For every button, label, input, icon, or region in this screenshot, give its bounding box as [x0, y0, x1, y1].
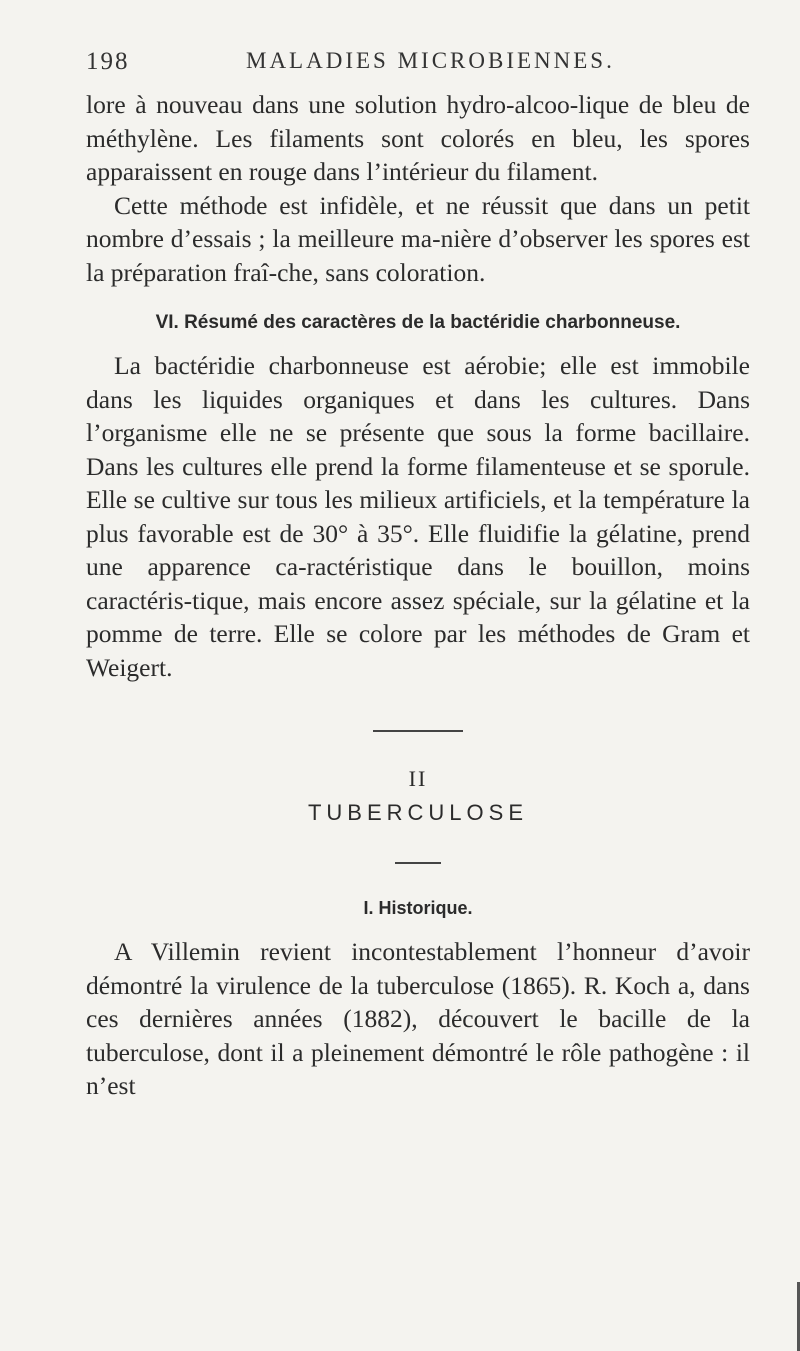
- running-head-title: MALADIES MICROBIENNES.: [246, 48, 615, 73]
- page-number: 198: [86, 48, 130, 75]
- chapter-divider-rule: [373, 730, 463, 732]
- chapter-title: TUBERCULOSE: [307, 800, 529, 825]
- section-heading-vi: VI. Résumé des caractères de la bactéridie charbonneuse.: [155, 312, 681, 333]
- paragraph-historique: A Villemin revient incontestablement l’honneur d’avoir démontré la virulence de la tuberculose (1865). R. Koch a, dans ces dernières années (1882), découvert le bacille de la tuberculose, dont il a pleinement démontré le rôle pathogène : il n’est: [86, 937, 750, 1100]
- chapter-number: II: [408, 766, 428, 791]
- book-page: [86, 48, 750, 1103]
- chapter-title-rule: [395, 862, 441, 864]
- paragraph-method-note: Cette méthode est infidèle, et ne réussit que dans un petit nombre d’essais ; la meilleure ma-nière d’observer les spores est la préparation fraî-che, sans coloration.: [86, 190, 750, 287]
- paragraph-continuation: lore à nouveau dans une solution hydro-alcoo-lique de bleu de méthylène. Les filaments sont colorés en bleu, les spores apparaissent en rouge dans l’intérieur du filament.: [86, 90, 750, 186]
- paragraph-summary: La bactéridie charbonneuse est aérobie; elle est immobile dans les liquides organiques et dans les cultures. Dans l’organisme elle ne se présente que sous la forme bacillaire. Dans les cultures elle prend la forme filamenteuse et se sporule. Elle se cultive sur tous les milieux artificiels, et la température la plus favorable est de 30° à 35°. Elle fluidifie la gélatine, prend une apparence ca-ractéristique dans le bouillon, moins caractéris-tique, mais encore assez spéciale, sur la gélatine et la pomme de terre. Elle se colore par les méthodes de Gram et Weigert.: [86, 351, 750, 682]
- section-heading-historique: I. Historique.: [363, 898, 473, 918]
- running-head: [86, 48, 750, 88]
